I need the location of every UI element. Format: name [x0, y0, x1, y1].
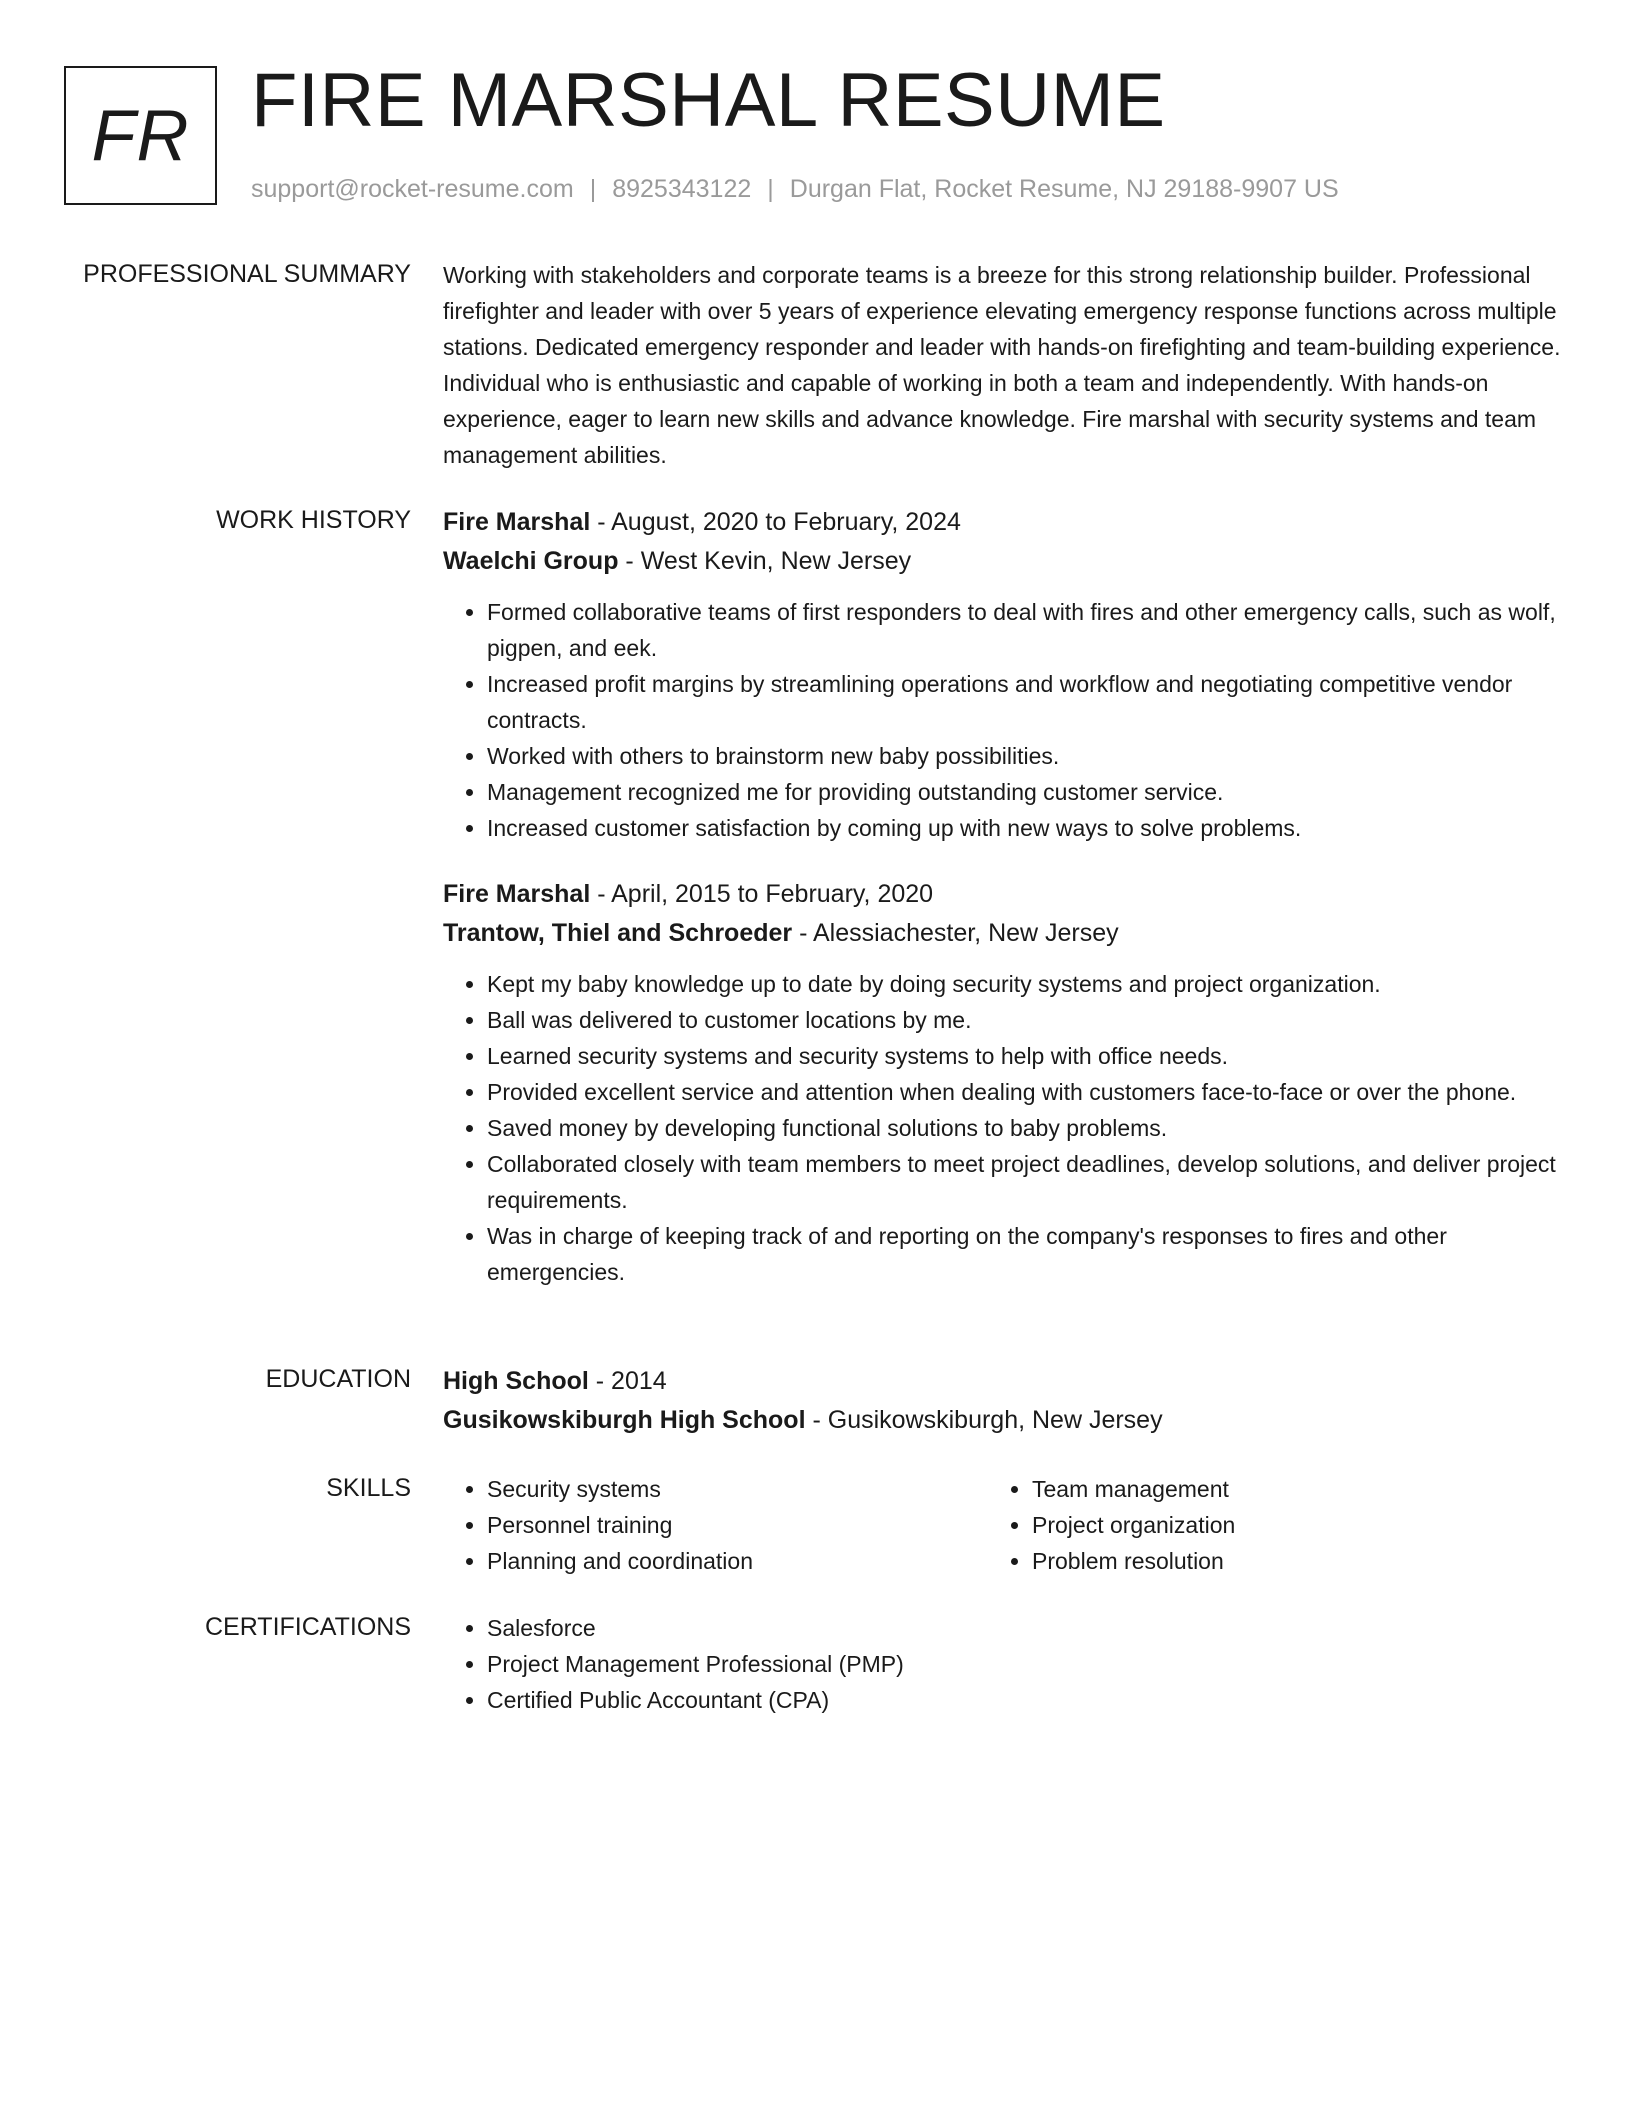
- job-company: Waelchi Group: [443, 547, 619, 575]
- skill-item: • Planning and coordination: [487, 1543, 988, 1579]
- monogram-initials: FR: [91, 95, 190, 176]
- contact-line: [251, 172, 1339, 206]
- contact-phone[interactable]: 8925343122: [612, 175, 752, 203]
- job-title: Fire Marshal: [443, 508, 591, 536]
- job-company-line: [443, 542, 1563, 581]
- certification-item: • Salesforce: [487, 1610, 1563, 1646]
- job-bullet: • Increased profit margins by streamlining operations and workflow and negotiating competitive vendor contracts.: [487, 666, 1563, 738]
- job-bullet: • Formed collaborative teams of first responders to deal with fires and other emergency calls, such as wolf, pigpen, and eek.: [487, 594, 1563, 666]
- certifications-list: [443, 1610, 1563, 1718]
- work-history-heading: WORK HISTORY: [216, 506, 411, 534]
- job-bullets: [443, 594, 1563, 846]
- job-entry: [443, 875, 1563, 1290]
- contact-address: Durgan Flat, Rocket Resume, NJ 29188-9907 US: [789, 175, 1339, 203]
- summary-text: Working with stakeholders and corporate teams is a breeze for this strong relationship builder. Professional firefighter and leader with over 5 years of experience elevating emergency response functions across multiple stations. Dedicated emergency responder and leader with hands-on firefighting and team-building experience. Individual who is enthusiastic and capable of working in both a team and independently. With hands-on experience, eager to learn new skills and advance knowledge. Fire marshal with security systems and team management abilities.: [443, 262, 1561, 468]
- contact-separator: |: [589, 175, 597, 203]
- contact-email[interactable]: support@rocket-resume.com: [251, 175, 574, 203]
- job-bullets: [443, 966, 1563, 1290]
- education-school: Gusikowskiburgh High School: [443, 1406, 806, 1434]
- resume-title: FIRE MARSHAL RESUME: [251, 58, 1166, 143]
- skills-grid: [443, 1471, 1563, 1579]
- education-school-line: [443, 1401, 1563, 1440]
- education-degree-line: [443, 1362, 1563, 1401]
- monogram-box: [64, 66, 217, 205]
- skill-item: • Team management: [1032, 1471, 1533, 1507]
- skill-item: • Problem resolution: [1032, 1543, 1533, 1579]
- certification-item: • Project Management Professional (PMP): [487, 1646, 1563, 1682]
- skills-column-right: [988, 1471, 1533, 1579]
- summary-heading: PROFESSIONAL SUMMARY: [83, 260, 411, 288]
- skills-list: [443, 1471, 988, 1579]
- certification-item: • Certified Public Accountant (CPA): [487, 1682, 1563, 1718]
- job-bullet: • Learned security systems and security systems to help with office needs.: [487, 1038, 1563, 1074]
- education-location: - Gusikowskiburgh, New Jersey: [805, 1406, 1163, 1434]
- skill-item: • Security systems: [487, 1471, 988, 1507]
- skills-column-left: [443, 1471, 988, 1579]
- job-bullet: • Kept my baby knowledge up to date by doing security systems and project organization.: [487, 966, 1563, 1002]
- job-dates: - April, 2015 to February, 2020: [590, 880, 934, 908]
- education-year: - 2014: [588, 1367, 667, 1395]
- job-location: - Alessiachester, New Jersey: [792, 919, 1119, 947]
- job-company: Trantow, Thiel and Schroeder: [443, 919, 793, 947]
- job-title-line: [443, 875, 1563, 914]
- contact-separator: |: [767, 175, 774, 203]
- job-bullet: • Collaborated closely with team members to meet project deadlines, develop solutions, and deliver project requirements.: [487, 1146, 1563, 1218]
- job-bullet: • Management recognized me for providing outstanding customer service.: [487, 774, 1563, 810]
- skills-heading: SKILLS: [326, 1474, 411, 1502]
- job-bullet: • Ball was delivered to customer locations by me.: [487, 1002, 1563, 1038]
- job-company-line: [443, 914, 1563, 953]
- job-title: Fire Marshal: [443, 880, 591, 908]
- job-bullet: • Saved money by developing functional solutions to baby problems.: [487, 1110, 1563, 1146]
- skill-item: • Project organization: [1032, 1507, 1533, 1543]
- job-title-line: [443, 503, 1563, 542]
- job-entry: [443, 503, 1563, 846]
- job-bullet: • Increased customer satisfaction by coming up with new ways to solve problems.: [487, 810, 1563, 846]
- skill-item: • Personnel training: [487, 1507, 988, 1543]
- job-bullet: • Worked with others to brainstorm new baby possibilities.: [487, 738, 1563, 774]
- job-dates: - August, 2020 to February, 2024: [590, 508, 961, 536]
- job-location: - West Kevin, New Jersey: [618, 547, 912, 575]
- education-heading: EDUCATION: [265, 1365, 411, 1393]
- job-bullet: • Provided excellent service and attention when dealing with customers face-to-face or over the phone.: [487, 1074, 1563, 1110]
- certifications-heading: CERTIFICATIONS: [204, 1613, 411, 1641]
- education-degree: High School: [443, 1367, 589, 1395]
- skills-list: [988, 1471, 1533, 1579]
- job-bullet: • Was in charge of keeping track of and reporting on the company's responses to fires and other emergencies.: [487, 1218, 1563, 1290]
